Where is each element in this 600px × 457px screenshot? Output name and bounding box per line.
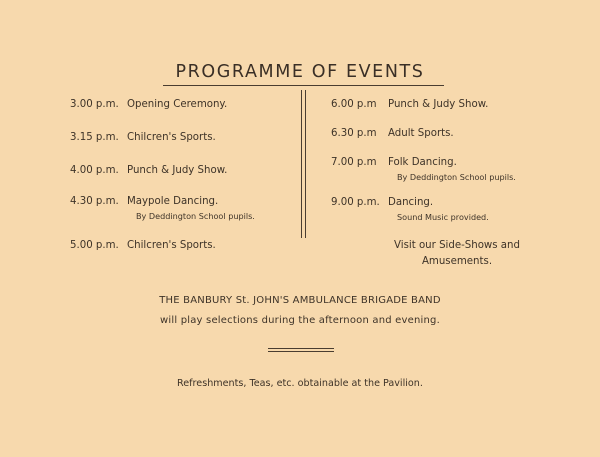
event-time: 7.00 p.m [331,157,377,168]
band-notice [0,291,600,331]
column-divider [301,90,306,238]
event-item [331,157,516,182]
event-title: Chilcren's Sports. [127,132,216,143]
event-item [70,165,227,176]
event-title: Folk Dancing. [388,157,457,168]
side-shows-notice [331,238,583,270]
event-item [331,128,454,139]
side-shows-line: Amusements. [421,256,493,267]
event-time: 5.00 p.m. [70,240,119,251]
band-name: THE BANBURY St. JOHN'S AMBULANCE BRIGADE BAND [159,295,441,306]
event-item [70,99,227,110]
event-title: Punch & Judy Show. [127,165,228,176]
event-note: By Deddington School pupils. [397,172,516,182]
event-title: Maypole Dancing. [127,196,219,207]
event-time: 3.00 p.m. [70,99,119,110]
refreshments-notice: Refreshments, Teas, etc. obtainable at the Pavilion. [177,378,423,389]
event-title: Punch & Judy Show. [388,99,489,110]
event-time: 6.00 p.m [331,99,377,110]
event-item [70,240,216,251]
event-note: Sound Music provided. [397,212,489,222]
event-item [331,197,489,222]
event-time: 6.30 p.m [331,128,377,139]
band-description: will play selections during the afternoon and evening. [160,315,440,326]
side-shows-line: Visit our Side-Shows and [394,240,520,251]
event-title: Adult Sports. [388,128,454,139]
event-time: 9.00 p.m. [331,197,380,208]
event-title: Chilcren's Sports. [127,240,216,251]
page-title: PROGRAMME OF EVENTS [175,62,425,82]
event-item [70,196,255,221]
event-note: By Deddington School pupils. [136,211,255,221]
event-title: Dancing. [388,197,434,208]
event-time: 3.15 p.m. [70,132,119,143]
event-item [70,132,216,143]
event-title: Opening Ceremony. [127,99,228,110]
event-time: 4.30 p.m. [70,196,119,207]
title-underline [163,85,444,86]
ornamental-rule [268,348,334,352]
event-item [331,99,488,110]
event-time: 4.00 p.m. [70,165,119,176]
